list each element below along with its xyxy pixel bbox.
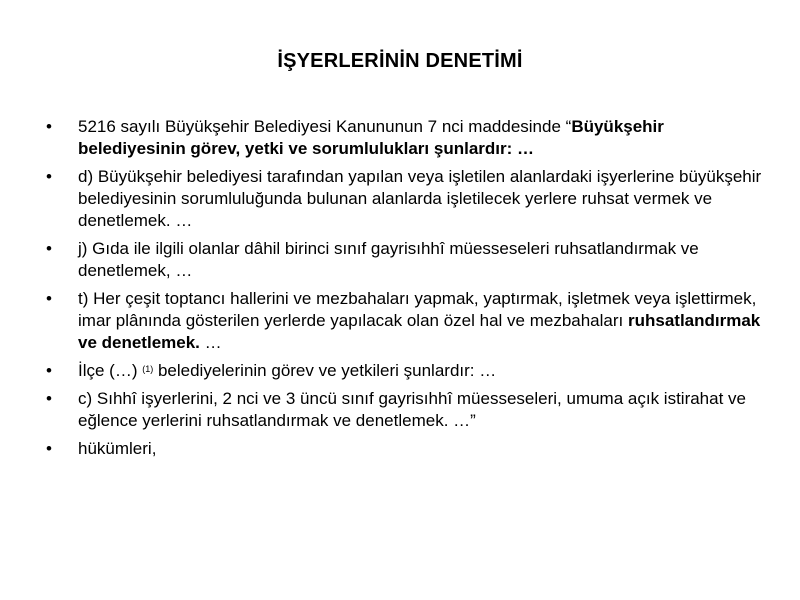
- bullet-text-tail: …: [199, 333, 222, 352]
- bullet-icon: •: [46, 389, 52, 408]
- bullet-item-d: [38, 166, 768, 232]
- bullet-item-ilce: [38, 360, 768, 382]
- bullet-icon: •: [46, 167, 52, 186]
- bullet-text: d) Büyükşehir belediyesi tarafından yapılan veya işletilen alanlardaki işyerlerine büyükşehir belediyesinin sorumluluğunda bulunan alanlarda işletilecek yerlere ruhsat vermek ve denetlemek. …: [78, 167, 762, 230]
- bullet-item-kanun: [38, 116, 768, 160]
- bullet-icon: •: [46, 289, 52, 308]
- bullet-icon: •: [46, 361, 52, 380]
- bullet-text: İlçe (…): [78, 361, 143, 380]
- bullet-text-bold: Büyükşehir belediyesinin görev, yetki ve sorumlulukları şunlardır: …: [78, 117, 664, 158]
- footnote-marker: (1): [142, 364, 154, 374]
- bullet-item-t: [38, 288, 768, 354]
- bullet-text: 5216 sayılı Büyükşehir Belediyesi Kanununun 7 nci maddesinde “: [78, 117, 572, 136]
- bullet-item-j: [38, 238, 768, 282]
- bullet-text: hükümleri,: [78, 439, 157, 458]
- bullet-icon: •: [46, 439, 52, 458]
- bullet-text: j) Gıda ile ilgili olanlar dâhil birinci sınıf gayrisıhhî müesseseleri ruhsatlandırmak ve denetlemek, …: [78, 239, 699, 280]
- bullet-text-bold: ruhsatlandırmak ve denetlemek.: [78, 311, 761, 352]
- bullet-icon: •: [46, 239, 52, 258]
- bullet-text: c) Sıhhî işyerlerini, 2 nci ve 3 üncü sınıf gayrisıhhî müesseseleri, umuma açık istirahat ve eğlence yerlerini ruhsatlandırmak ve denetlemek. …”: [78, 389, 746, 430]
- bullet-text: t) Her çeşit toptancı hallerini ve mezbahaları yapmak, yaptırmak, işletmek veya işlettirmek, imar plânında gösterilen yerlerde yapılacak olan özel hal ve mezbahaları: [78, 289, 757, 330]
- slide-title: İŞYERLERİNİN DENETİMİ: [277, 50, 523, 72]
- bullet-list: [38, 116, 768, 466]
- bullet-icon: •: [46, 117, 52, 136]
- bullet-item-c: [38, 388, 768, 432]
- bullet-item-hukumleri: [38, 438, 768, 460]
- bullet-text-after: belediyelerinin görev ve yetkileri şunlardır: …: [153, 361, 497, 380]
